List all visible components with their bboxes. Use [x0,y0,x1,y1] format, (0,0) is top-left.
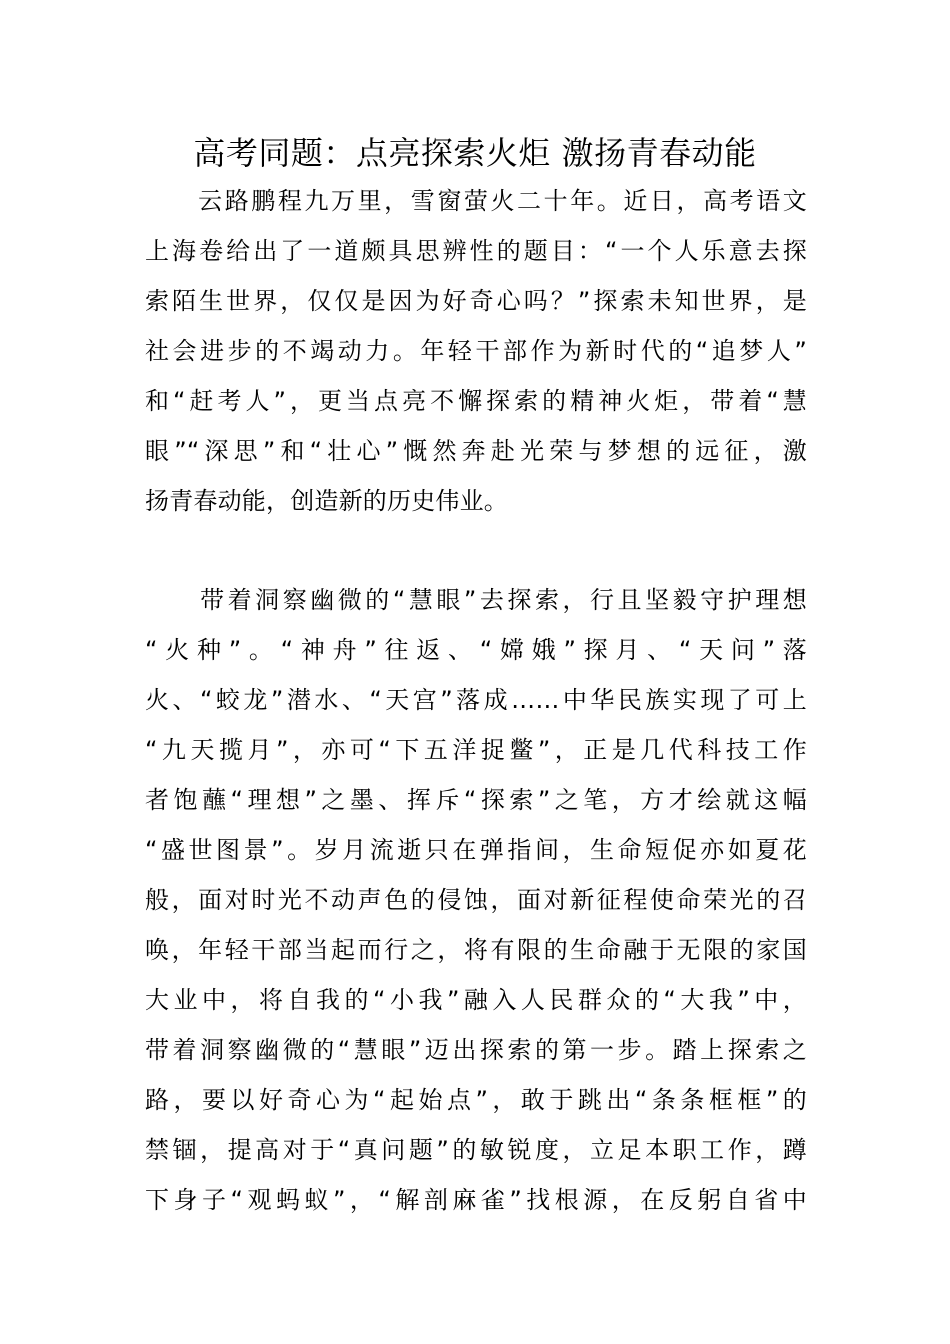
text-line: “盛世图景”。岁月流逝只在弹指间，生命短促亦如夏花 [145,836,807,864]
text-line: 火、“蛟龙”潜水、“天宫”落成……中华民族实现了可上 [145,686,807,714]
text-line: 社会进步的不竭动力。年轻干部作为新时代的“追梦人” [145,337,807,365]
text-line: 般，面对时光不动声色的侵蚀，面对新征程使命荣光的召 [145,886,807,914]
text-line: 云路鹏程九万里，雪窗萤火二十年。近日，高考语文 [145,187,807,215]
text-line: 索陌生世界，仅仅是因为好奇心吗？”探索未知世界，是 [145,287,807,315]
paragraph-2 [145,575,807,1225]
text-line: 上海卷给出了一道颇具思辨性的题目：“一个人乐意去探 [145,237,807,265]
text-line: 眼”“深思”和“壮心”慨然奔赴光荣与梦想的远征，激 [145,437,807,465]
text-line: “火种”。“神舟”往返、“嫦娥”探月、“天问”落 [145,636,807,664]
text-line: “九天揽月”，亦可“下五洋捉鳖”，正是几代科技工作 [145,736,807,764]
text-line: 带着洞察幽微的“慧眼”去探索，行且坚毅守护理想 [145,586,807,614]
text-line: 路，要以好奇心为“起始点”，敢于跳出“条条框框”的 [145,1086,807,1114]
text-line: 唤，年轻干部当起而行之，将有限的生命融于无限的家国 [145,936,807,964]
text-line: 禁锢，提高对于“真问题”的敏锐度，立足本职工作，蹲 [145,1136,807,1164]
text-line: 下身子“观蚂蚁”，“解剖麻雀”找根源，在反躬自省中 [145,1186,807,1214]
text-line: 者饱蘸“理想”之墨、挥斥“探索”之笔，方才绘就这幅 [145,786,807,814]
text-line: 带着洞察幽微的“慧眼”迈出探索的第一步。踏上探索之 [145,1036,807,1064]
paragraph-1 [145,176,807,526]
text-line: 扬青春动能，创造新的历史伟业。 [145,487,508,515]
text-line: 大业中，将自我的“小我”融入人民群众的“大我”中， [145,986,807,1014]
text-line: 和“赶考人”，更当点亮不懈探索的精神火炬，带着“慧 [145,387,807,415]
document-title: 高考同题：点亮探索火炬 激扬青春动能 [193,134,757,172]
